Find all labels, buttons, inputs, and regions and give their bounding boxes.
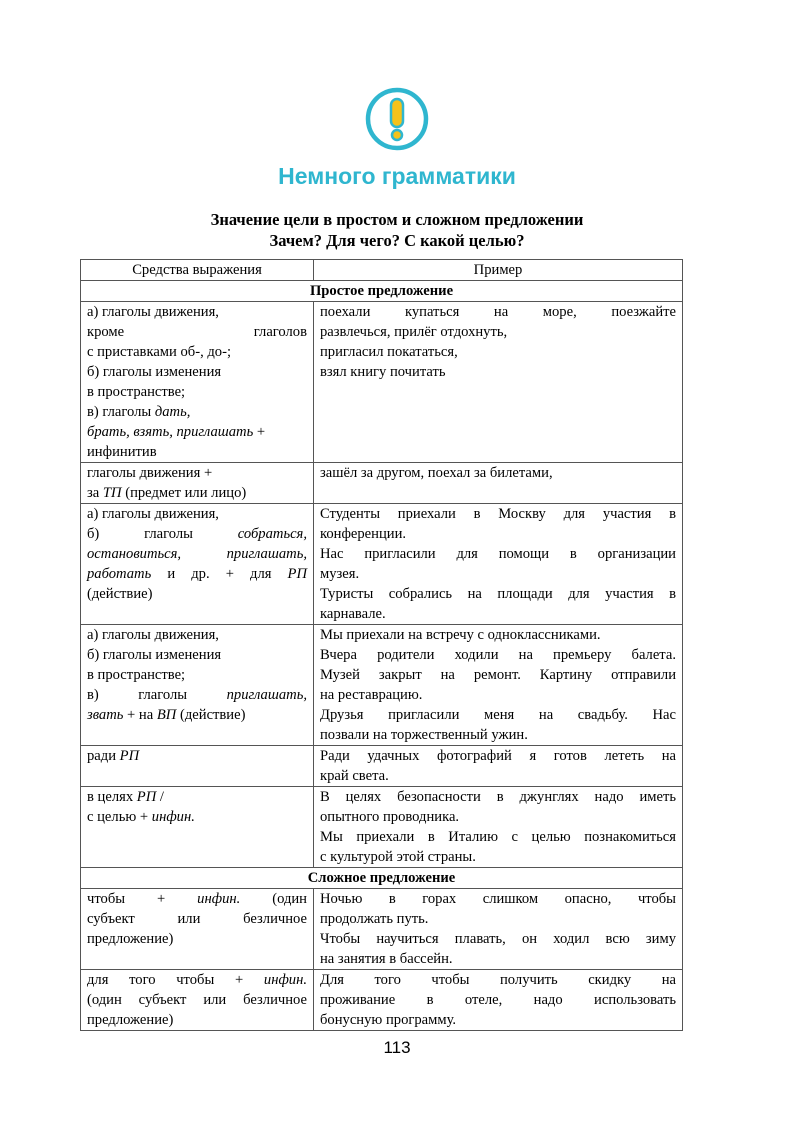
text-line [87,564,307,584]
text-line: б) глаголы изменения [87,364,222,380]
text-fragment: в) глаголы [87,687,227,703]
text-fragment: (действие) [176,707,246,723]
section-subtitle [0,209,794,251]
text-line: продолжать путь. [320,911,429,927]
means-cell [81,787,314,868]
text-line: карнавале. [320,606,386,622]
text-fragment: ради [87,748,120,764]
text-line: развлечься, прилёг отдохнуть, [320,324,508,340]
text-fragment: (один [240,891,307,907]
text-line: в пространстве; [87,384,186,400]
text-line: Музей закрыт на ремонт. Картину отправили [320,667,676,683]
text-line: поехали купаться на море, поезжайте [320,304,676,320]
table-row [81,463,683,504]
text-line [87,685,307,705]
table-row [81,746,683,787]
example-cell [314,746,683,787]
means-cell [81,504,314,625]
text-line [87,970,307,990]
text-line: на реставрацию. [320,687,423,703]
text-line: в пространстве; [87,667,186,683]
text-line: В целях безопасности в джунглях надо иметь [320,789,676,805]
example-cell [314,302,683,463]
text-line: субъект или безличное [87,911,307,927]
table-row [81,504,683,625]
italic-fragment: брать, взять, приглашать [87,424,254,440]
text-line: пригласил покататься, [320,344,458,360]
page-number: 113 [383,1038,411,1057]
text-fragment: за [87,485,103,501]
text-line: а) глаголы движения, [87,506,219,522]
text-fragment: в целях [87,789,137,805]
text-line: Ради удачных фотографий я готов лететь на [320,748,676,764]
example-cell [314,889,683,970]
subtitle-line-2: Зачем? Для чего? С какой целью? [269,231,525,250]
text-line: предложение) [87,931,174,947]
text-line [87,483,307,503]
text-line: Ночью в горах слишком опасно, чтобы [320,891,676,907]
column-header-means: Средства выражения [81,260,314,281]
text-line [87,787,307,807]
text-line: Мы приехали в Италию с целью познакомиться [320,829,676,845]
text-line: опытного проводника. [320,809,460,825]
exclamation-circle-icon [364,86,430,152]
text-line: с приставками об-, до-; [87,344,231,360]
italic-fragment: ТП [102,485,122,501]
text-line: на занятия в бассейн. [320,951,453,967]
table-row [81,787,683,868]
table-row [81,625,683,746]
text-line [87,807,307,827]
text-line: Туристы собрались на площади для участия в [320,586,676,602]
italic-fragment: звать [87,707,124,723]
text-line: с культурой этой страны. [320,849,476,865]
italic-fragment: ВП [156,707,177,723]
text-fragment: чтобы + [87,891,198,907]
italic-fragment: РП [287,566,307,582]
text-line [87,422,307,442]
text-fragment: + на [123,707,157,723]
text-line: (один субъект или безличное [87,992,307,1008]
text-line: край света. [320,768,389,784]
example-cell [314,625,683,746]
section-title-simple: Простое предложение [81,281,683,302]
table-header-row [81,260,683,281]
text-line: б) глаголы изменения [87,647,222,663]
text-line [87,746,307,766]
text-line [87,524,307,544]
table-row [81,970,683,1031]
text-fragment: б) глаголы [87,526,238,542]
italic-fragment: инфин. [263,972,307,988]
text-line: Нас пригласили для помощи в организации [320,546,676,562]
page-title: Немного грамматики [278,163,516,189]
italic-fragment: остановиться, приглашать, [87,546,307,562]
section-title-complex: Сложное предложение [81,868,683,889]
text-fragment: + [253,424,266,440]
subtitle-line-1: Значение цели в простом и сложном предложении [210,210,584,229]
italic-fragment: работать [87,566,152,582]
example-cell [314,970,683,1031]
text-line [87,402,307,422]
text-line: конференции. [320,526,407,542]
means-cell [81,746,314,787]
text-line: инфинитив [87,444,157,460]
means-cell [81,970,314,1031]
text-line: зашёл за другом, поехал за билетами, [320,465,553,481]
text-fragment: для того чтобы + [87,972,264,988]
means-cell [81,625,314,746]
text-line: кроме глаголов [87,324,307,340]
text-line [87,889,307,909]
italic-fragment: РП [119,748,140,764]
example-cell [314,504,683,625]
text-fragment: / [156,789,164,805]
grammar-table [80,259,683,1031]
text-line: музея. [320,566,360,582]
example-cell [314,787,683,868]
text-line: взял книгу почитать [320,364,446,380]
means-cell [81,302,314,463]
text-line: а) глаголы движения, [87,627,219,643]
text-line [87,705,307,725]
column-header-example: Пример [314,260,683,281]
text-fragment: в) глаголы [87,404,155,420]
section-row-simple [81,281,683,302]
italic-fragment: собраться, [237,526,307,542]
text-line: Мы приехали на встречу с одноклассниками. [320,627,601,643]
text-line: предложение) [87,1012,174,1028]
text-line: позвали на торжественный ужин. [320,727,528,743]
italic-fragment: инфин. [151,809,195,825]
text-line: Вчера родители ходили на премьеру балета. [320,647,676,663]
text-line [87,544,307,564]
text-line: Студенты приехали в Москву для участия в [320,506,676,522]
section-row-complex [81,868,683,889]
table-row [81,889,683,970]
italic-fragment: инфин. [197,891,241,907]
text-line: а) глаголы движения, [87,304,219,320]
text-fragment: (предмет или лицо) [121,485,247,501]
text-line: бонусную программу. [320,1012,457,1028]
means-cell [81,889,314,970]
italic-fragment: РП [136,789,157,805]
text-line: (действие) [87,586,153,602]
table-row [81,302,683,463]
text-line: проживание в отеле, надо использовать [320,992,676,1008]
italic-fragment: дать, [154,404,191,420]
text-line: Чтобы научиться плавать, он ходил всю зиму [320,931,676,947]
text-line: Друзья пригласили меня на свадьбу. Нас [320,707,676,723]
text-fragment: с целью + [87,809,152,825]
example-cell [314,463,683,504]
italic-fragment: приглашать, [226,687,307,703]
text-fragment: и др. + для [151,566,288,582]
text-line: Для того чтобы получить скидку на [320,972,676,988]
text-line: глаголы движения + [87,465,213,481]
means-cell [81,463,314,504]
